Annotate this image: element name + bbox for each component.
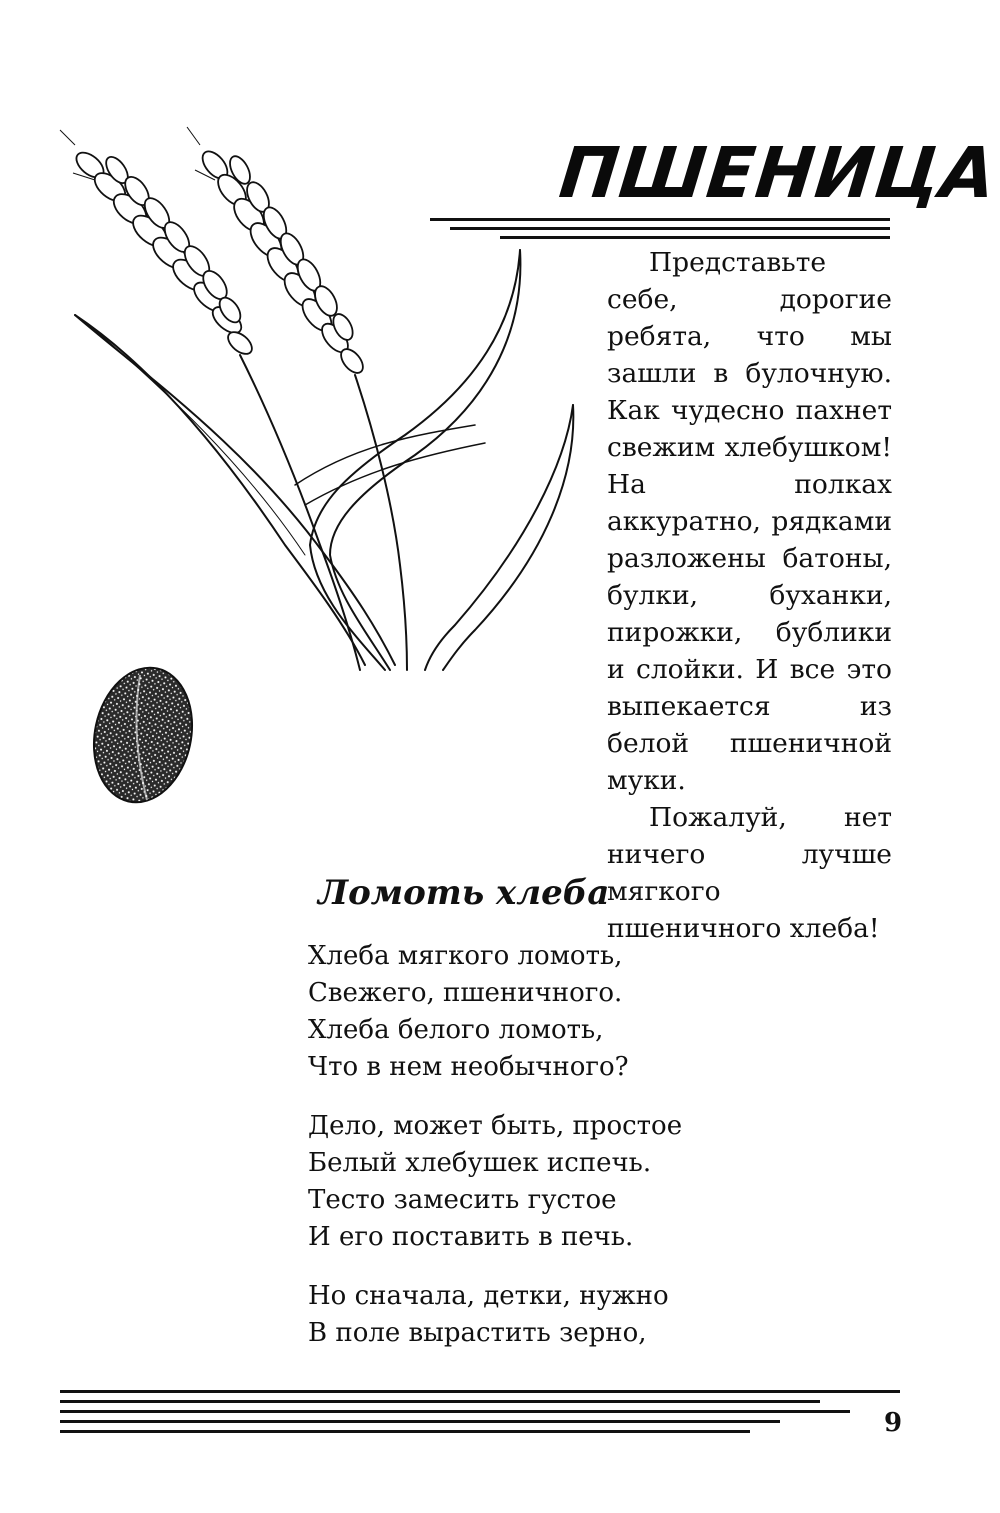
poem-stanza <box>308 1278 868 1352</box>
wheat-ears-illustration <box>55 125 595 685</box>
page-number: 9 <box>883 1408 903 1438</box>
poem-line: В поле вырастить зерно, <box>308 1318 647 1348</box>
title-underline-rule <box>430 216 890 246</box>
intro-paragraph: Представьте себе, дорогие ребята, что мы зашли в булочную. Как чудесно пахнет свежим хлебушком! На полках аккуратно, рядками разложены батоны, булки, буханки, пирожки, бублики и слойки. И все это выпекается из белой пшеничной муки. <box>607 247 892 796</box>
poem <box>308 938 868 1374</box>
poem-line: Дело, может быть, простое <box>308 1111 683 1141</box>
footer-rules <box>60 1388 900 1438</box>
poem-line: Хлеба белого ломоть, <box>308 1015 604 1045</box>
poem-line: Тесто замесить густое <box>308 1185 617 1215</box>
poem-line: Свежего, пшеничного. <box>308 978 623 1008</box>
poem-line: Но сначала, детки, нужно <box>308 1281 669 1311</box>
poem-stanza <box>308 1108 868 1256</box>
poem-line: Что в нем необычного? <box>308 1052 629 1082</box>
intro-paragraph: Пожалуй, нет ничего лучше мягкого пшеничного хлеба! <box>607 802 892 944</box>
poem-line: И его поставить в печь. <box>308 1222 634 1252</box>
poem-stanza <box>308 938 868 1086</box>
page-title: ПШЕНИЦА <box>555 132 1000 214</box>
poem-title: Ломоть хлеба <box>318 873 610 913</box>
wheat-grain-illustration <box>85 660 200 810</box>
poem-line: Белый хлебушек испечь. <box>308 1148 652 1178</box>
intro-text <box>607 244 892 947</box>
poem-line: Хлеба мягкого ломоть, <box>308 941 623 971</box>
